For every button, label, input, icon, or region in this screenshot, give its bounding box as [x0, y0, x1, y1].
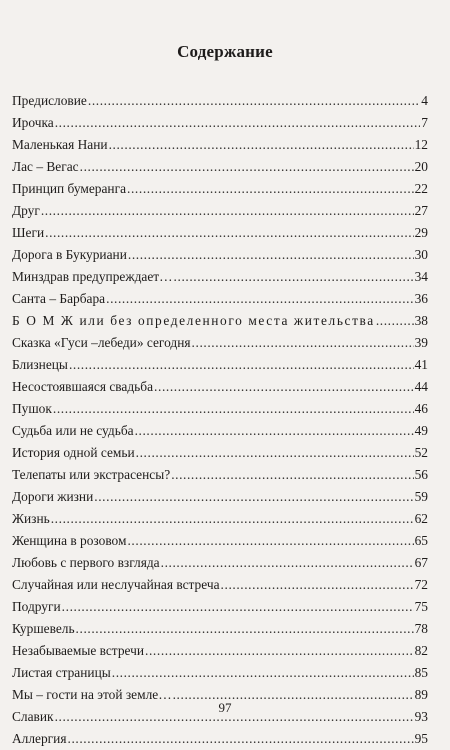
entry-page: 41 [414, 357, 428, 372]
entry-title: Несостоявшаяся свадьба [12, 379, 154, 394]
dot-leader [80, 156, 414, 178]
toc-entry [12, 618, 428, 640]
dot-leader [76, 618, 414, 640]
entry-title: Друг [12, 203, 40, 218]
toc-entry [12, 134, 428, 156]
entry-title: Куршевель [12, 621, 75, 636]
toc-entry [12, 376, 428, 398]
toc-entry [12, 112, 428, 134]
entry-page: 52 [414, 445, 428, 460]
toc-entry [12, 442, 428, 464]
entry-page: 78 [414, 621, 428, 636]
entry-title: Сказка «Гуси –лебеди» сегодня [12, 335, 191, 350]
entry-title: Близнецы [12, 357, 68, 372]
entry-title: Ирочка [12, 115, 54, 130]
dot-leader [112, 662, 414, 684]
toc-entry [12, 486, 428, 508]
toc-entry [12, 574, 428, 596]
entry-title: Предисловие [12, 93, 87, 108]
toc-entry [12, 728, 428, 750]
toc-entry [12, 266, 428, 288]
entry-page: 67 [414, 555, 428, 570]
toc-entry [12, 464, 428, 486]
entry-title: Листая страницы [12, 665, 111, 680]
toc-entry [12, 508, 428, 530]
entry-title: Аллергия [12, 731, 67, 746]
entry-title: Любовь с первого взгляда [12, 555, 160, 570]
dot-leader [135, 420, 414, 442]
entry-page: 39 [414, 335, 428, 350]
toc-entry [12, 420, 428, 442]
entry-page: 4 [421, 93, 428, 108]
entry-page: 36 [414, 291, 428, 306]
toc-entry [12, 640, 428, 662]
toc-entry [12, 288, 428, 310]
entry-title: Жизнь [12, 511, 50, 526]
entry-page: 56 [414, 467, 428, 482]
entry-page: 75 [414, 599, 428, 614]
entry-title: Мы – гости на этой земле… [12, 687, 172, 702]
toc-entry [12, 354, 428, 376]
entry-page: 72 [414, 577, 428, 592]
toc-entry [12, 332, 428, 354]
entry-title: Дорога в Букуриани [12, 247, 127, 262]
dot-leader [221, 574, 414, 596]
entry-page: 62 [414, 511, 428, 526]
toc-entry [12, 662, 428, 684]
toc-entry [12, 310, 428, 332]
dot-leader [376, 310, 414, 332]
dot-leader [45, 222, 413, 244]
dot-leader [161, 552, 414, 574]
entry-page: 89 [414, 687, 428, 702]
toc-entry [12, 552, 428, 574]
dot-leader [53, 398, 414, 420]
page-number: 97 [218, 700, 232, 715]
entry-page: 38 [414, 313, 428, 328]
toc-entry [12, 222, 428, 244]
toc-entry [12, 244, 428, 266]
entry-title: Б О М Ж или без определенного места жительства [12, 313, 375, 328]
entry-page: 29 [414, 225, 428, 240]
entry-page: 49 [414, 423, 428, 438]
toc-entry [12, 398, 428, 420]
dot-leader [106, 288, 413, 310]
dot-leader [145, 640, 414, 662]
toc-entry [12, 530, 428, 552]
dot-leader [109, 134, 414, 156]
entry-page: 59 [414, 489, 428, 504]
entry-page: 20 [414, 159, 428, 174]
entry-page: 34 [414, 269, 428, 284]
entry-page: 65 [414, 533, 428, 548]
entry-title: Санта – Барбара [12, 291, 106, 306]
entry-title: История одной семьи [12, 445, 135, 460]
table-of-contents [12, 90, 428, 750]
dot-leader [68, 728, 414, 750]
toc-entry [12, 90, 428, 112]
entry-title: Лас – Вегас [12, 159, 79, 174]
entry-page: 46 [414, 401, 428, 416]
entry-page: 95 [414, 731, 428, 746]
contents-heading: Содержание [177, 42, 273, 61]
dot-leader [192, 332, 414, 354]
dot-leader [136, 442, 414, 464]
dot-leader [55, 112, 421, 134]
entry-page: 27 [414, 203, 428, 218]
dot-leader [41, 200, 414, 222]
toc-entry [12, 178, 428, 200]
entry-title: Случайная или неслучайная встреча [12, 577, 220, 592]
entry-page: 12 [414, 137, 428, 152]
entry-page: 85 [414, 665, 428, 680]
dot-leader [51, 508, 414, 530]
toc-entry [12, 596, 428, 618]
dot-leader [69, 354, 414, 376]
entry-title: Славик [12, 709, 54, 724]
entry-title: Судьба или не судьба [12, 423, 134, 438]
dot-leader [127, 178, 414, 200]
dot-leader [127, 530, 413, 552]
dot-leader [128, 244, 414, 266]
entry-title: Принцип бумеранга [12, 181, 127, 196]
dot-leader [171, 464, 413, 486]
dot-leader [62, 596, 414, 618]
entry-title: Женщина в розовом [12, 533, 127, 548]
entry-page: 93 [414, 709, 428, 724]
dot-leader [154, 376, 414, 398]
entry-title: Пушок [12, 401, 52, 416]
toc-entry [12, 200, 428, 222]
toc-entry [12, 156, 428, 178]
dot-leader [94, 486, 413, 508]
entry-title: Шеги [12, 225, 45, 240]
dot-leader [88, 90, 420, 112]
entry-title: Незабываемые встречи [12, 643, 145, 658]
entry-title: Маленькая Нани [12, 137, 108, 152]
entry-page: 82 [414, 643, 428, 658]
entry-title: Телепаты или экстрасенсы? [12, 467, 171, 482]
entry-page: 44 [414, 379, 428, 394]
entry-title: Дороги жизни [12, 489, 94, 504]
entry-page: 30 [414, 247, 428, 262]
entry-page: 7 [421, 115, 428, 130]
dot-leader [174, 266, 414, 288]
entry-title: Минздрав предупреждает… [12, 269, 173, 284]
entry-page: 22 [414, 181, 428, 196]
entry-title: Подруги [12, 599, 61, 614]
